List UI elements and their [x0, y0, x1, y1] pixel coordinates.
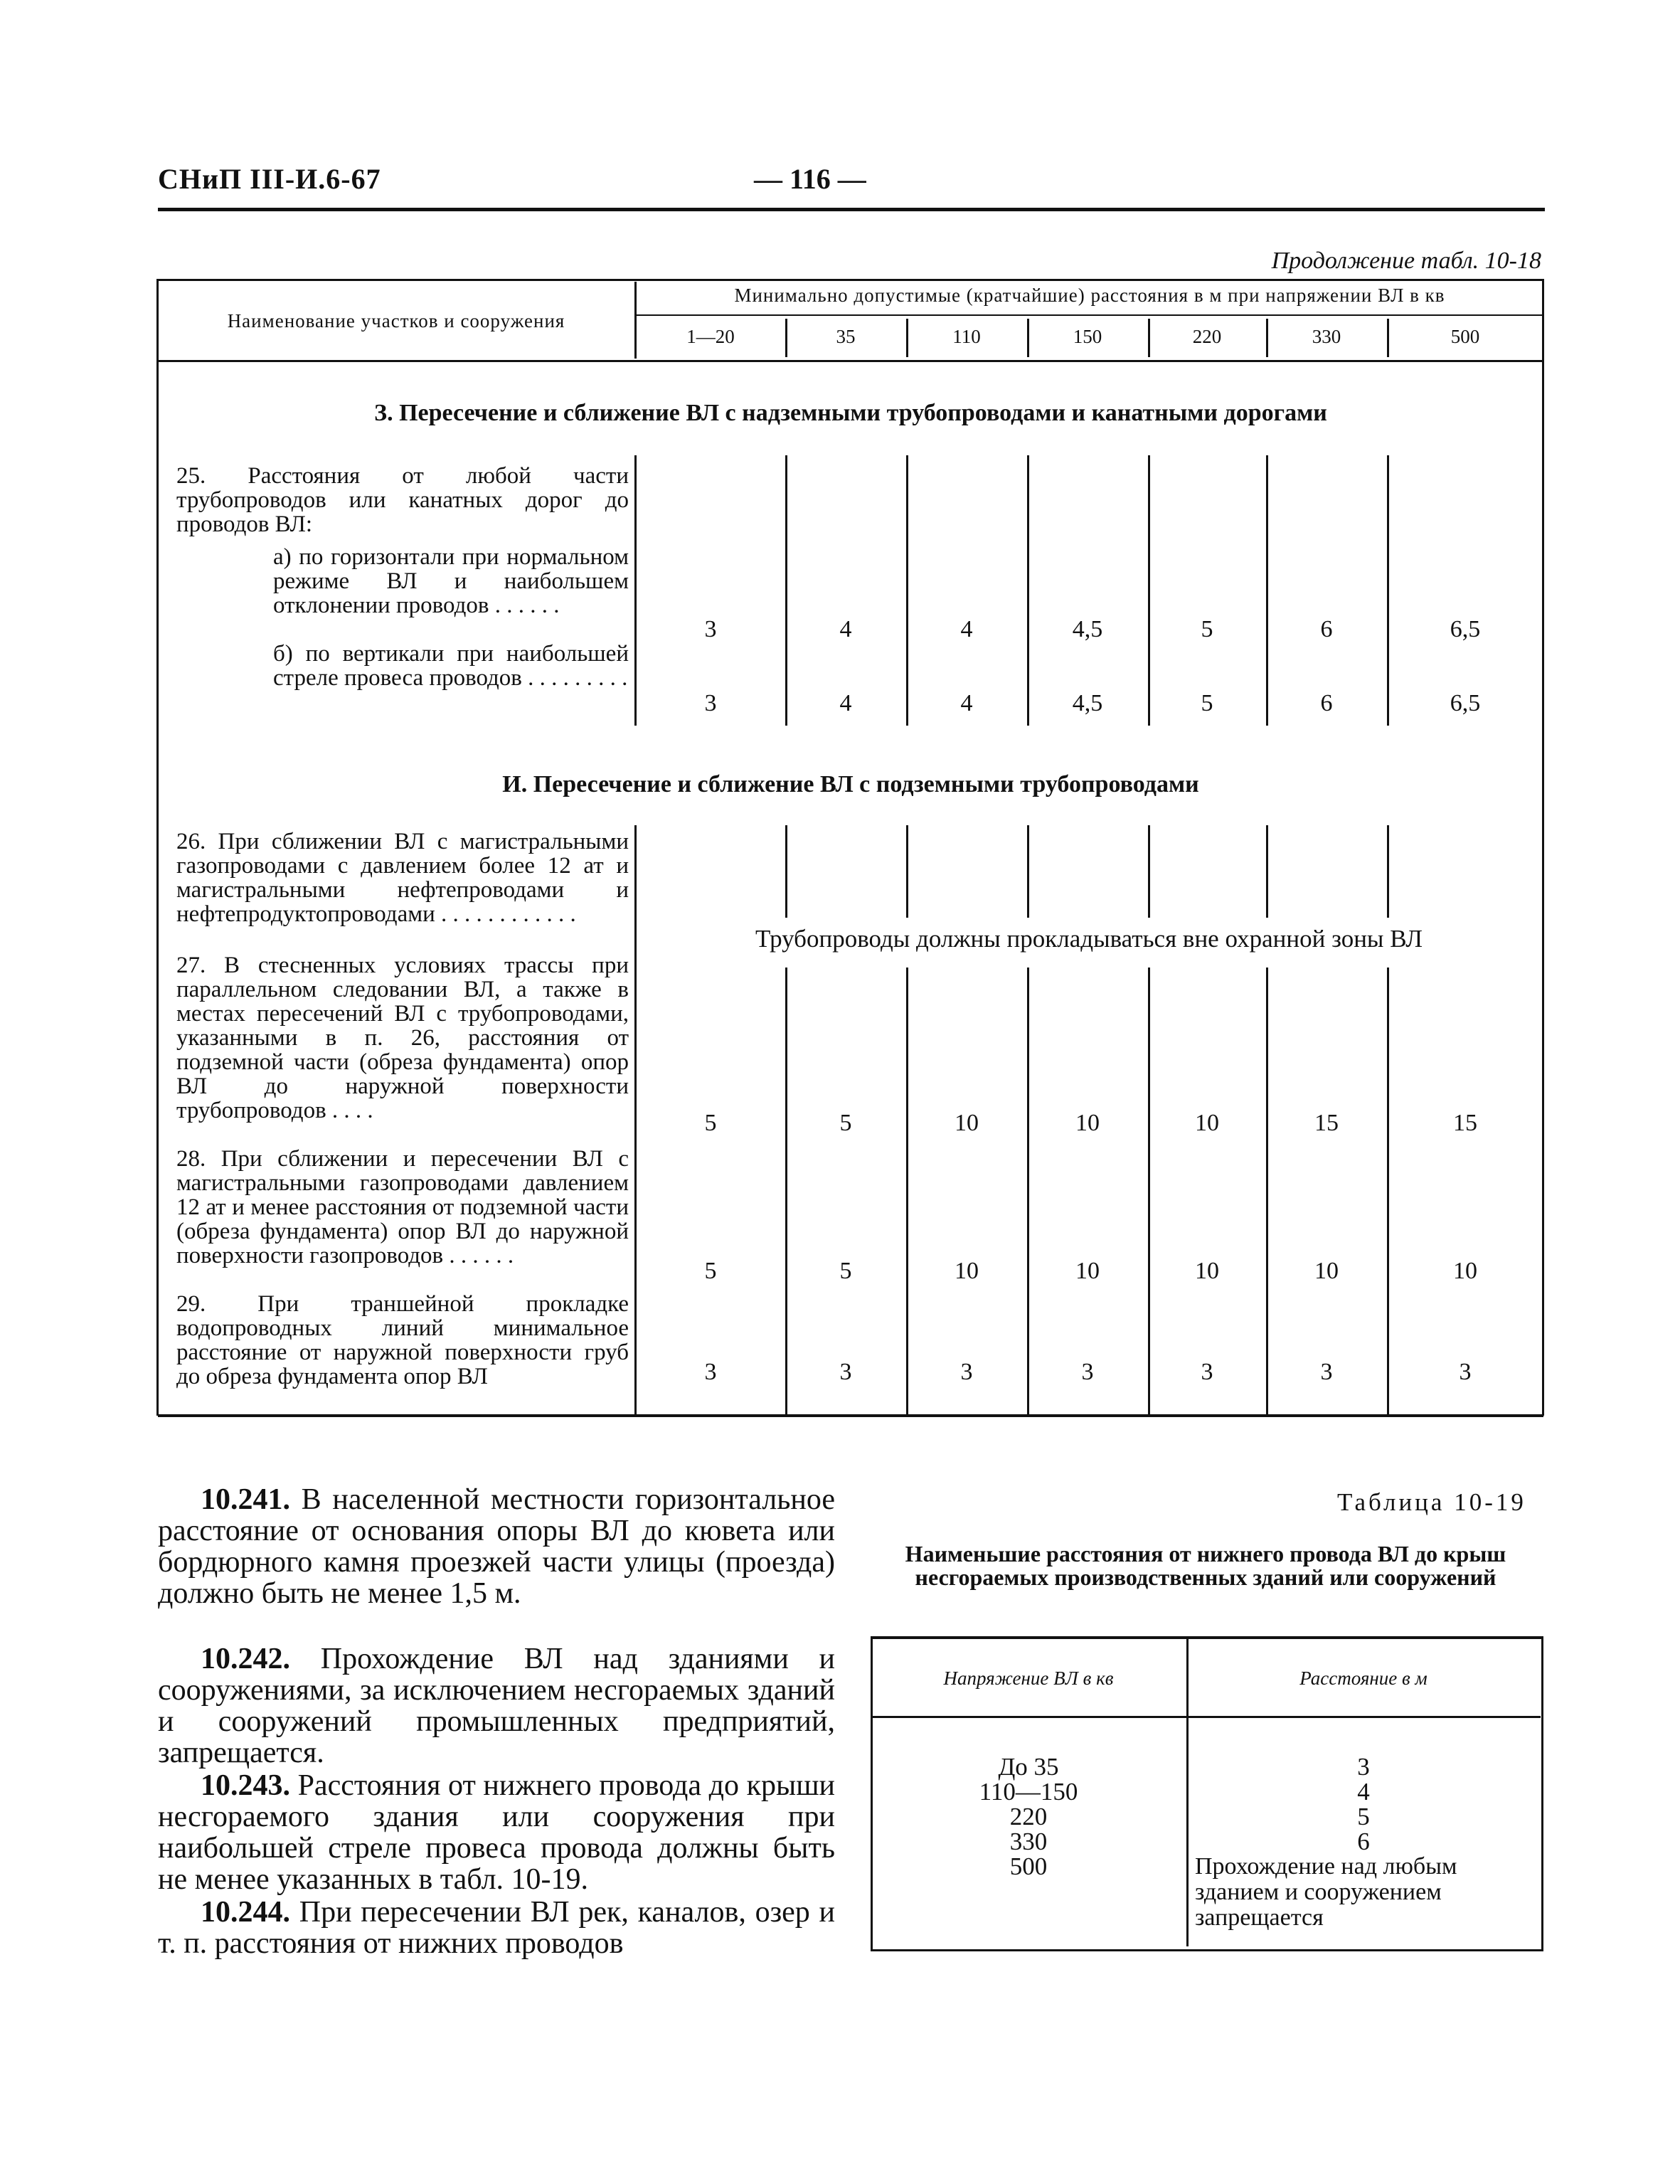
row-25a-value: 4 — [839, 616, 852, 642]
paragraph-10-244 — [158, 1897, 835, 1959]
distance-value: 4 — [1357, 1778, 1370, 1806]
row-25b-value: 4,5 — [1072, 690, 1103, 716]
distance-value: 6 — [1357, 1828, 1370, 1855]
header-col-divider — [634, 282, 637, 359]
table-border-bottom — [158, 1414, 1543, 1417]
row-29-label: 29. При траншейной прокладке водопроводных линий минимальное расстояние от наружной поверхности груб до обреза фундамента опор ВЛ — [176, 1291, 629, 1389]
row-28-value: 10 — [1075, 1258, 1100, 1284]
document-code: СНиП III-И.6-67 — [158, 163, 381, 195]
row-26-label: 26. При сближении ВЛ с магистральными газопроводами с давлением более 12 ат и магистральными нефтепроводами и нефтепродуктопроводами . . . . . . . . . . . . — [176, 829, 629, 927]
row-28-value: 10 — [955, 1258, 979, 1284]
body-col-divider — [906, 455, 908, 726]
body-col-divider — [1148, 968, 1150, 1414]
row-28-value: 10 — [1453, 1258, 1477, 1284]
paragraph-text: В населенной местности горизонтальное расстояние от основания опоры ВЛ до кювета или бордюрного камня проезжей части улицы (проезда) должно быть не менее 1,5 м. — [158, 1483, 835, 1610]
distance-value: 5 — [1357, 1803, 1370, 1830]
body-col-divider — [1266, 825, 1268, 918]
body-col-divider — [634, 455, 637, 726]
row-27-value: 5 — [704, 1110, 717, 1136]
distance-list — [1188, 1754, 1539, 1854]
table-border-right — [1542, 279, 1544, 1416]
body-col-divider — [785, 968, 787, 1414]
row-25b-value: 3 — [704, 690, 717, 716]
paragraph-text: Прохождение ВЛ над зданиями и сооружениями, за исключением несгораемых зданий и сооружений промышленных предприятий, запрещается. — [158, 1643, 836, 1769]
table-subheader-separator — [636, 314, 1542, 316]
row-25a-value: 6 — [1320, 616, 1333, 642]
section-heading-z: З. Пересечение и сближение ВЛ с надземными трубопроводами и канатными дорогами — [374, 400, 1327, 426]
voltage-header: 220 — [1192, 326, 1222, 347]
row-25a-value: 4 — [960, 616, 973, 642]
body-col-divider — [1387, 455, 1389, 726]
row-25a-label: а) по горизонтали при нормальном режиме ВЛ и наибольшем отклонении проводов . . . . . . — [273, 544, 629, 618]
column-header-distances: Минимально допустимые (кратчайшие) расстояния в м при напряжении ВЛ в кв — [734, 285, 1445, 306]
body-col-divider — [1148, 455, 1150, 726]
row-27-value: 10 — [955, 1110, 979, 1136]
distance-note-500: Прохождение над любым зданием и сооружением запрещается — [1195, 1853, 1457, 1931]
page-number: — 116 — — [754, 163, 866, 195]
body-col-divider — [1387, 825, 1389, 918]
row-26-merged-note: Трубопроводы должны прокладываться вне охранной зоны ВЛ — [755, 925, 1423, 953]
paragraph-number: 10.242. — [201, 1643, 290, 1675]
row-27-value: 15 — [1453, 1110, 1477, 1136]
row-25b-value: 6 — [1320, 690, 1333, 716]
body-col-divider — [634, 825, 637, 918]
paragraph-number: 10.241. — [201, 1483, 290, 1516]
column-header-name: Наименование участков и сооружения — [227, 310, 565, 332]
paragraph-number: 10.243. — [201, 1769, 290, 1802]
voltage-header: 35 — [836, 326, 856, 347]
row-29-value: 3 — [704, 1359, 717, 1385]
header-rule — [158, 208, 1545, 211]
row-28-value: 5 — [839, 1258, 852, 1284]
row-25b-value: 5 — [1201, 690, 1213, 716]
section-heading-i: И. Пересечение и сближение ВЛ с подземными трубопроводами — [502, 771, 1199, 797]
row-27-value: 10 — [1075, 1110, 1100, 1136]
row-28-value: 5 — [704, 1258, 717, 1284]
row-29-value: 3 — [1081, 1359, 1094, 1385]
body-col-divider — [1266, 455, 1268, 726]
body-col-divider — [1387, 968, 1389, 1414]
paragraph-10-243 — [158, 1770, 835, 1895]
table-10-19-title: Наименьшие расстояния от нижнего провода ВЛ до крыш несгораемых производственных зданий или сооружений — [905, 1541, 1506, 1590]
voltage-header: 1—20 — [686, 326, 735, 347]
row-25a-value: 3 — [704, 616, 717, 642]
body-col-divider — [906, 825, 908, 918]
column-header-distance: Расстояние в м — [1299, 1668, 1428, 1689]
table-border-left — [156, 279, 159, 1416]
row-29-value: 3 — [960, 1359, 973, 1385]
body-col-divider — [785, 825, 787, 918]
body-col-divider — [1148, 825, 1150, 918]
voltage-header: 330 — [1312, 326, 1341, 347]
paragraph-text: При пересечении ВЛ рек, каналов, озер и т. п. расстояния от нижних проводов — [158, 1896, 836, 1960]
table-10-19-label: Таблица 10-19 — [1337, 1488, 1526, 1516]
table-continuation-label: Продолжение табл. 10-18 — [1271, 248, 1541, 274]
row-25b-label: б) по вертикали при наибольшей стреле провеса проводов . . . . . . . . . — [273, 641, 629, 691]
row-29-value: 3 — [1459, 1359, 1472, 1385]
voltage-header: 150 — [1073, 326, 1102, 347]
paragraph-text: Расстояния от нижнего провода до крыши несгораемого здания или сооружения при наибольшей стреле провеса провода должны быть не менее указанных в табл. 10-19. — [158, 1769, 836, 1896]
row-25a-value: 6,5 — [1450, 616, 1481, 642]
body-col-divider — [1027, 455, 1029, 726]
row-27-value: 15 — [1314, 1110, 1339, 1136]
paragraph-10-242 — [158, 1643, 835, 1769]
row-25a-value: 4,5 — [1072, 616, 1103, 642]
row-27-value: 5 — [839, 1110, 852, 1136]
voltage-value: 110—150 — [979, 1778, 1078, 1806]
row-25b-value: 4 — [960, 690, 973, 716]
voltage-value: 220 — [1009, 1803, 1048, 1830]
voltage-value: 330 — [1009, 1828, 1048, 1855]
row-27-label: 27. В стесненных условиях трассы при параллельном следовании ВЛ, а также в местах пересечений ВЛ с трубопроводами, указанными в п. 26, расстояния от подземной части (обреза фундамента) опор ВЛ до наружной поверхности трубопроводов . . . . — [176, 953, 629, 1123]
row-28-label: 28. При сближении и пересечении ВЛ с магистральными газопроводами давлением 12 ат и менее расстояния от подземной части (обреза фундамента) опор ВЛ до наружной поверхности газопроводов . . . . . . — [176, 1146, 629, 1268]
column-header-voltage: Напряжение ВЛ в кв — [943, 1668, 1114, 1689]
table-10-19-header-separator — [872, 1716, 1541, 1718]
row-25b-value: 4 — [839, 690, 852, 716]
body-col-divider — [906, 968, 908, 1414]
row-27-value: 10 — [1195, 1110, 1219, 1136]
voltage-header: 500 — [1450, 326, 1480, 347]
paragraph-number: 10.244. — [201, 1896, 290, 1929]
body-col-divider — [785, 455, 787, 726]
paragraph-10-241 — [158, 1484, 835, 1609]
table-border-top — [158, 279, 1543, 281]
row-28-value: 10 — [1314, 1258, 1339, 1284]
voltage-header: 110 — [952, 326, 981, 347]
row-25b-value: 6,5 — [1450, 690, 1481, 716]
body-col-divider — [1027, 825, 1029, 918]
table-header-separator — [158, 360, 1543, 362]
distance-value: 3 — [1357, 1753, 1370, 1781]
voltage-value: 500 — [1009, 1852, 1048, 1880]
row-29-value: 3 — [839, 1359, 852, 1385]
row-29-value: 3 — [1201, 1359, 1213, 1385]
body-col-divider — [634, 918, 637, 1414]
row-28-value: 10 — [1195, 1258, 1219, 1284]
row-29-value: 3 — [1320, 1359, 1333, 1385]
row-25a-value: 5 — [1201, 616, 1213, 642]
row-25-intro: 25. Расстояния от любой части трубопроводов или канатных дорог до проводов ВЛ: — [176, 463, 629, 537]
body-col-divider — [1027, 968, 1029, 1414]
voltage-list — [872, 1754, 1185, 1879]
body-col-divider — [1266, 968, 1268, 1414]
voltage-value: До 35 — [998, 1753, 1059, 1781]
